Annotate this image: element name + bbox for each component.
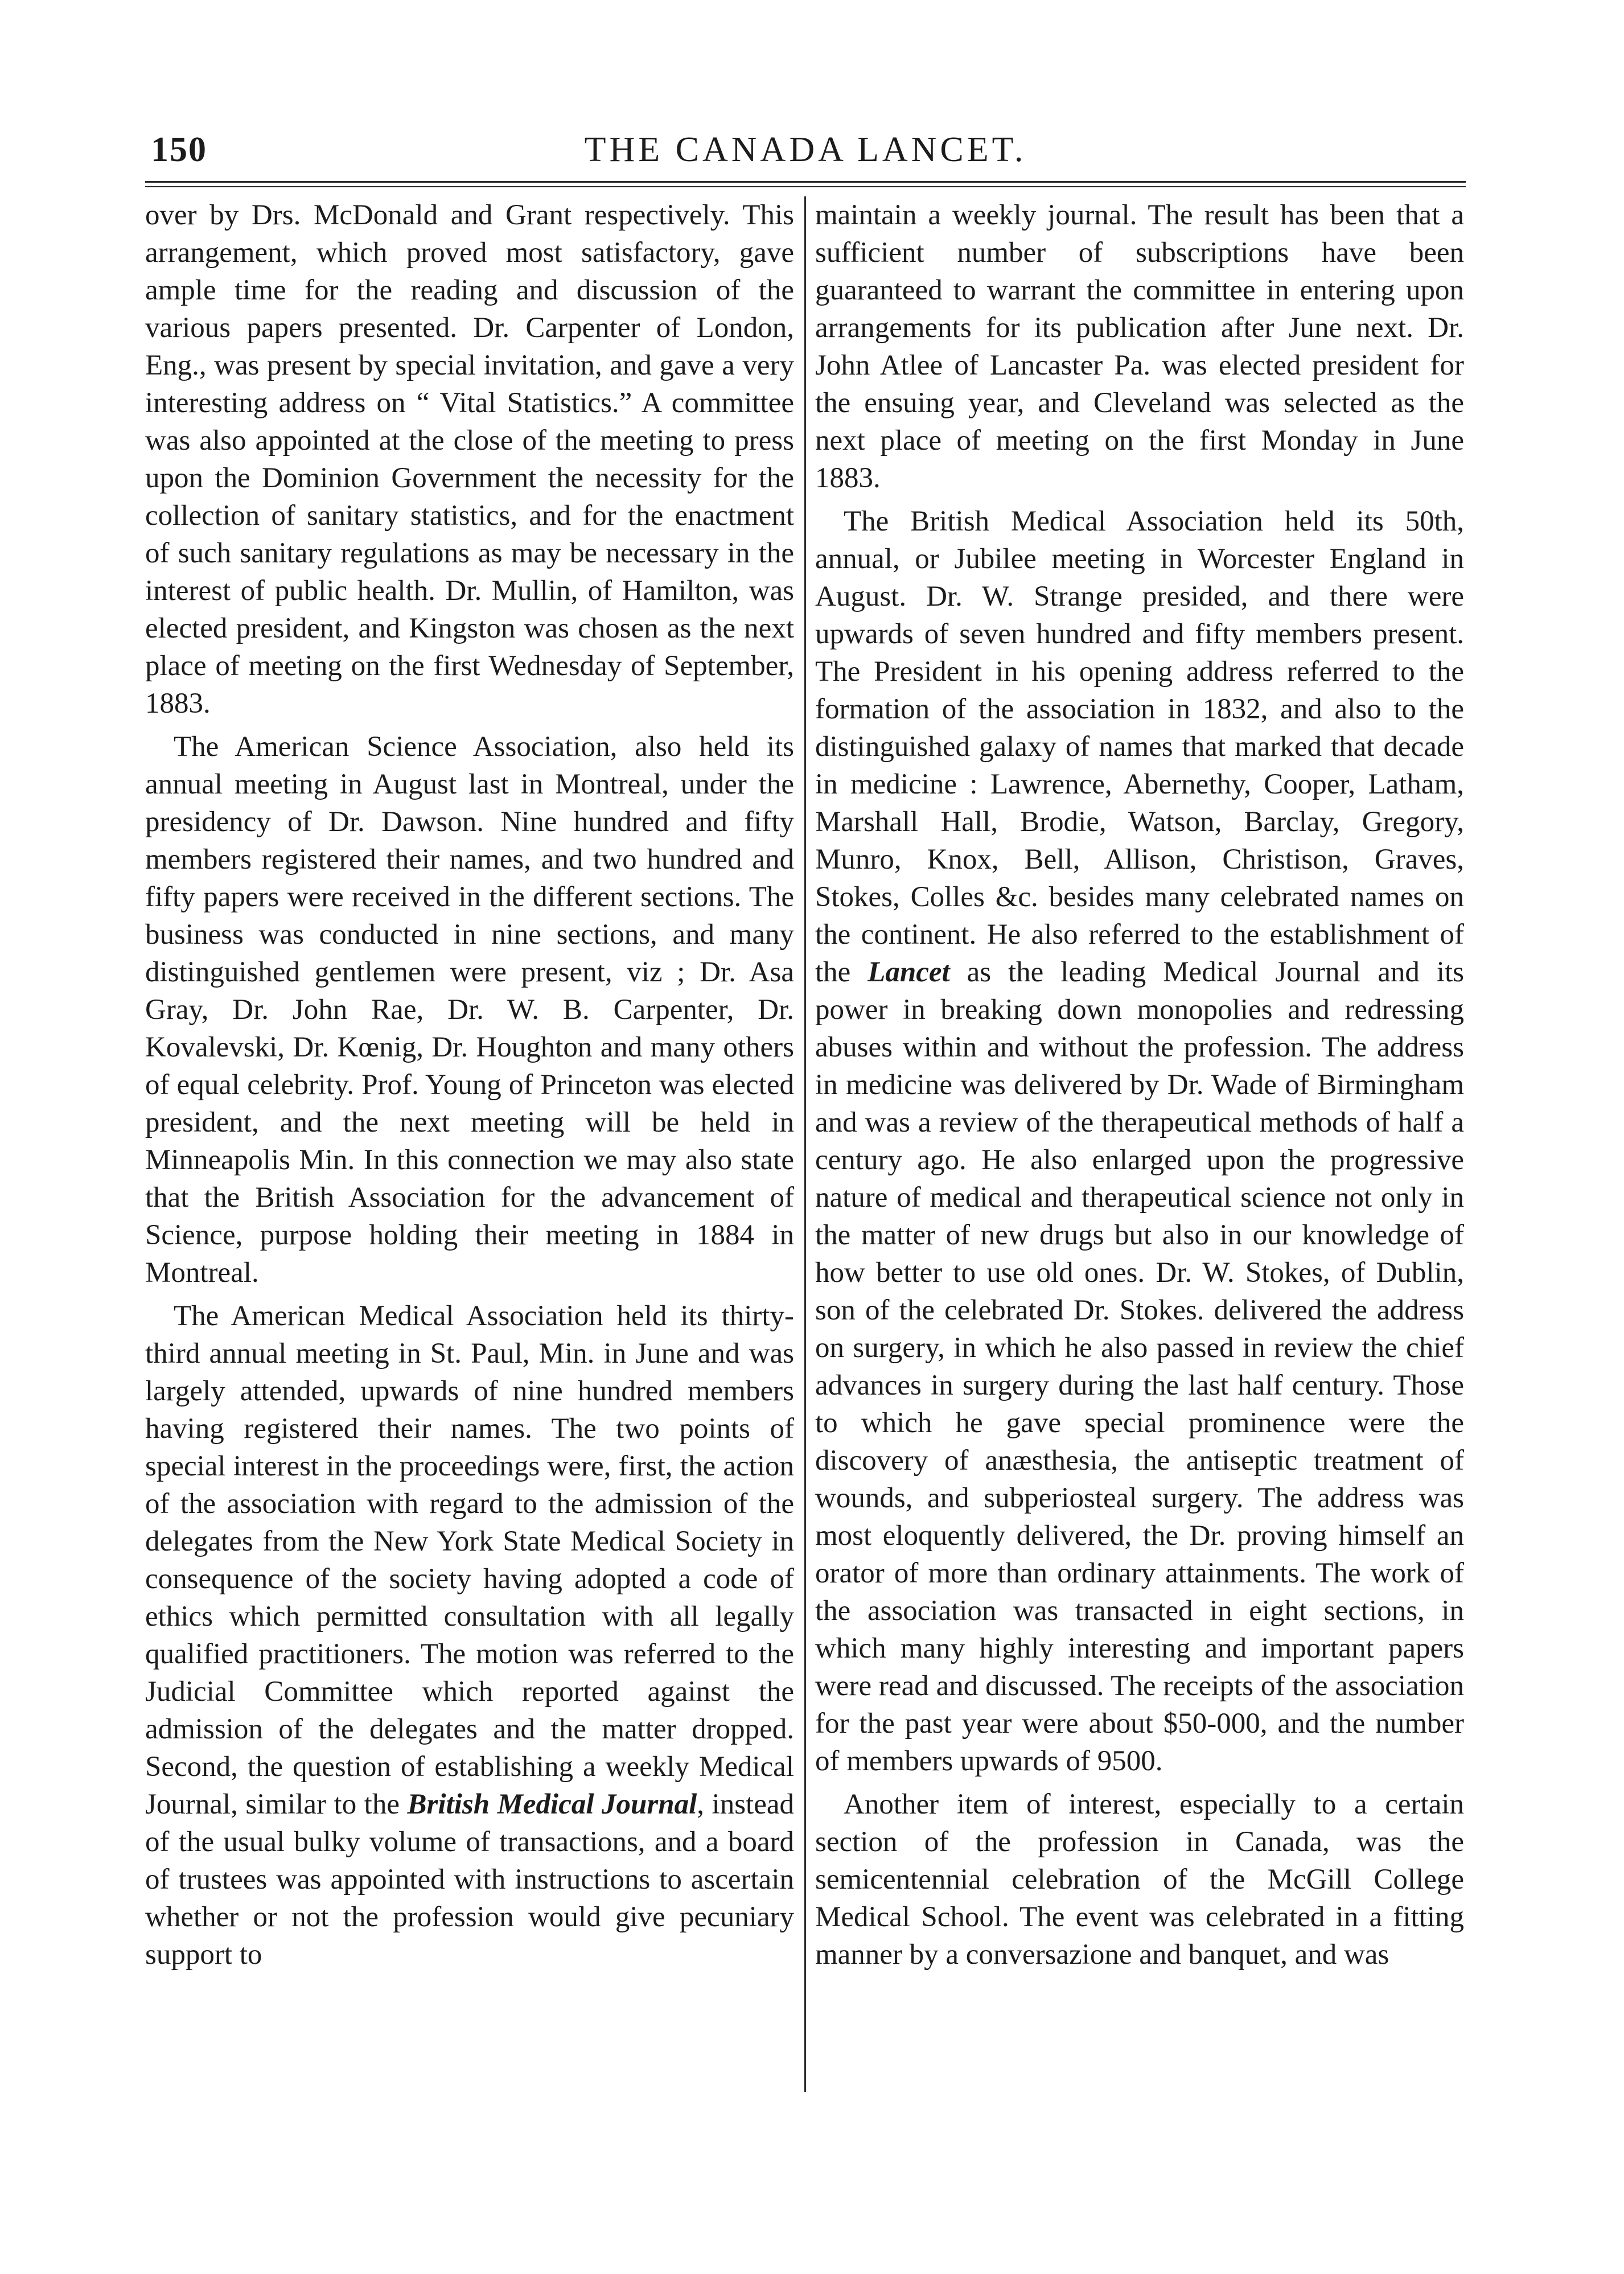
right-paragraph-2: [815, 503, 1464, 1780]
left-paragraph-3-text-b: , instead of the usual bulky volume of transactions, and a board of trustees was appointed with instructions to ascertain whether or not the profession would give pecuniary support to: [145, 1788, 794, 1971]
page-number: 150: [151, 130, 207, 169]
column-divider: [804, 196, 806, 2092]
running-title: THE CANADA LANCET.: [584, 130, 1027, 169]
page-header: [145, 130, 1466, 181]
right-paragraph-2-text-b: as the leading Medical Journal and its power in breaking down monopolies and redressing abuses within and without the profession. The address in medicine was delivered by Dr. Wade of Birmingham and was a review of the therapeutical methods of half a century ago. He also enlarged upon the progressive nature of medical and therapeutical science not only in the matter of new drugs but also in our knowledge of how better to use old ones. Dr. W. Stokes, of Dublin, son of the celebrated Dr. Stokes. delivered the address on surgery, in which he also passed in review the chief advances in surgery during the last half century. Those to which he gave special prominence were the discovery of anæsthesia, the antiseptic treatment of wounds, and subperiosteal surgery. The address was most eloquently delivered, the Dr. proving himself an orator of more than ordinary attainments. The work of the association was transacted in eight sections, in which many highly interesting and important papers were read and discussed. The receipts of the association for the past year were about $50-000, and the number of members upwards of 9500.: [815, 956, 1464, 1777]
left-paragraph-2: The American Science Association, also held its annual meeting in August last in Montreal, under the presidency of Dr. Dawson. Nine hundred and fifty members registered their names, and two hundred and fifty papers were received in the different sections. The business was conducted in nine sections, and many distinguished gentlemen were present, viz ; Dr. Asa Gray, Dr. John Rae, Dr. W. B. Carpenter, Dr. Kovalevski, Dr. Kœnig, Dr. Houghton and many others of equal celebrity. Prof. Young of Princeton was elected president, and the next meeting will be held in Minneapolis Min. In this connection we may also state that the British Association for the advancement of Science, purpose holding their meeting in 1884 in Montreal.: [145, 731, 794, 1289]
left-column: [145, 196, 794, 2092]
header-rule: [145, 181, 1466, 187]
left-paragraph-3: [145, 1297, 794, 1973]
right-paragraph-2-text-a: The British Medical Association held its 50th, annual, or Jubilee meeting in Worcester England in August. Dr. W. Strange presided, and there were upwards of seven hundred and fifty members present. The President in his opening address referred to the formation of the association in 1832, and also to the distinguished galaxy of names that marked that decade in medicine : Lawrence, Abernethy, Cooper, Latham, Marshall Hall, Brodie, Watson, Barclay, Gregory, Munro, Knox, Bell, Allison, Christison, Graves, Stokes, Colles &c. besides many celebrated names on the continent. He also referred to the establishment of the: [815, 505, 1464, 988]
right-paragraph-3: Another item of interest, especially to a certain section of the profession in Canada, was the semicentennial celebration of the McGill College Medical School. The event was celebrated in a fitting manner by a conversazione and banquet, and was: [815, 1788, 1464, 1971]
left-paragraph-3-text-a: The American Medical Association held its thirty-third annual meeting in St. Paul, Min. in June and was largely attended, upwards of nine hundred members having registered their names. The two points of special interest in the proceedings were, first, the action of the association with regard to the admission of the delegates from the New York State Medical Society in consequence of the society having adopted a code of ethics which permitted consultation with all legally qualified practitioners. The motion was referred to the Judicial Committee which reported against the admission of the delegates and the matter dropped. Second, the question of establishing a weekly Medical Journal, similar to the: [145, 1300, 794, 1820]
left-paragraph-1: over by Drs. McDonald and Grant respectively. This arrangement, which proved most satisfactory, gave ample time for the reading and discussion of the various papers presented. Dr. Carpenter of London, Eng., was present by special invitation, and gave a very interesting address on “ Vital Statistics.” A committee was also appointed at the close of the meeting to press upon the Dominion Government the necessity for the collection of sanitary statistics, and for the enactment of such sanitary regulations as may be necessary in the interest of public health. Dr. Mullin, of Hamilton, was elected president, and Kingston was chosen as the next place of meeting on the first Wednesday of September, 1883.: [145, 199, 794, 719]
right-column: [815, 196, 1464, 2092]
lancet-italic: Lancet: [867, 956, 950, 988]
right-paragraph-1: maintain a weekly journal. The result has been that a sufficient number of subscriptions have been guaranteed to warrant the committee in entering upon arrangements for its publication after June next. Dr. John Atlee of Lancaster Pa. was elected president for the ensuing year, and Cleveland was selected as the next place of meeting on the first Monday in June 1883.: [815, 199, 1464, 494]
journal-title-italic: British Medical Journal: [407, 1788, 697, 1820]
